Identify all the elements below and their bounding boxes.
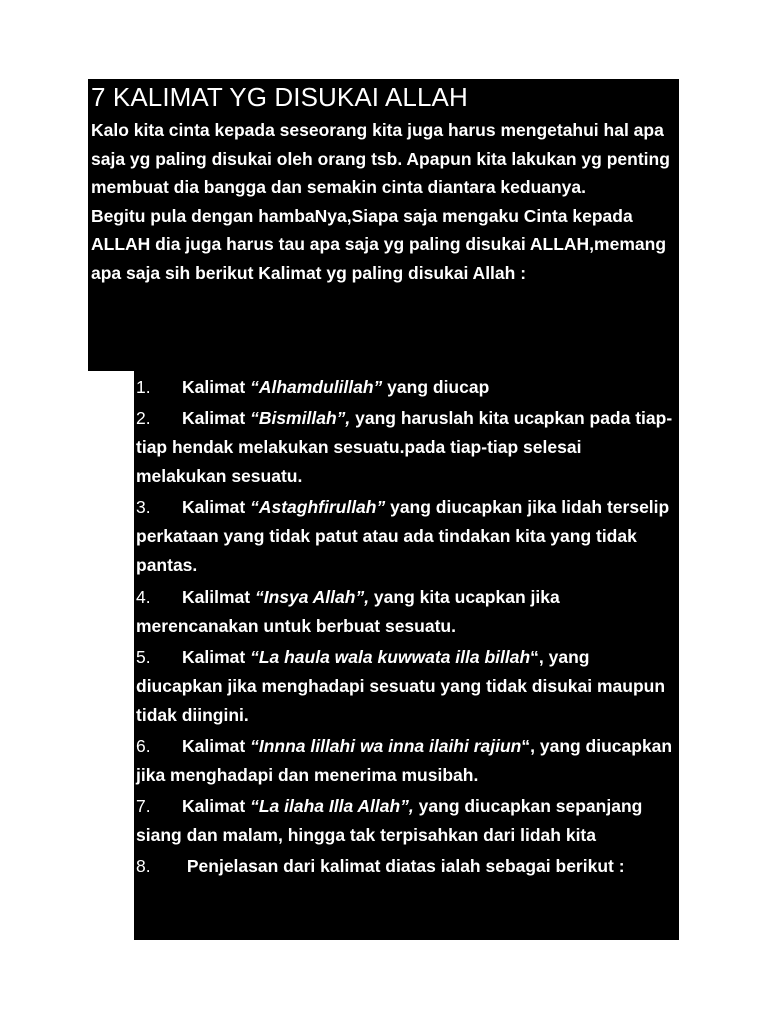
list-item-text: Kalimat <box>182 796 251 817</box>
list-item-text: Kalimat <box>182 377 251 397</box>
intro-paragraph-2: Begitu pula dengan hambaNya,Siapa saja mengaku Cinta kepada ALLAH dia juga harus tau apa saja yg paling disukai ALLAH,memang apa saja sih berikut Kalimat yg paling disukai Allah : <box>91 205 667 283</box>
list-number: 8. <box>136 856 151 877</box>
list-item <box>136 792 676 850</box>
list-item-text: Kalimat <box>182 408 251 429</box>
list-item-phrase: “Astaghfirullah” <box>250 497 386 518</box>
list-number: 6. <box>136 735 151 756</box>
list-number: 7. <box>136 796 151 817</box>
intro-paragraph-1: Kalo kita cinta kepada seseorang kita juga harus mengetahui hal apa saja yg paling disukai oleh orang tsb. Apapun kita lakukan yg penting membuat dia bangga dan semakin cinta diantara keduanya. <box>91 120 670 198</box>
list-number: 3. <box>136 497 151 518</box>
list-item-text: yang diucapkan jika lidah terselip perkataan yang tidak patut atau ada tindakan kita yang tidak pantas. <box>136 497 670 576</box>
kalimat-list <box>136 373 676 884</box>
list-item-text: Kalimat <box>182 497 251 518</box>
list-item-text: “, yang diucapkan jika menghadapi dan menerima musibah. <box>136 735 673 785</box>
list-item-text: yang diucap <box>382 377 490 397</box>
list-item <box>136 583 676 641</box>
list-number: 2. <box>136 408 151 429</box>
list-number: 4. <box>136 586 151 607</box>
list-item-phrase: “Innna lillahi wa inna ilaihi rajiun <box>250 735 522 756</box>
list-item <box>136 373 676 402</box>
list-item-text: yang haruslah kita ucapkan pada tiap-tiap hendak melakukan sesuatu.pada tiap-tiap selesai melakukan sesuatu. <box>136 408 673 487</box>
list-number: 5. <box>136 646 151 667</box>
list-item-text: yang kita ucapkan jika merencanakan untuk berbuat sesuatu. <box>136 586 560 636</box>
list-item <box>136 493 676 580</box>
intro-text <box>91 116 677 288</box>
list-item-phrase: “La ilaha Illa Allah”, <box>250 796 414 817</box>
list-item <box>136 404 676 491</box>
list-item-text: Kalimat <box>182 646 251 667</box>
list-item <box>136 852 676 881</box>
list-item-text: Kalilmat <box>182 586 255 607</box>
list-item <box>136 732 676 790</box>
list-item-text: Penjelasan dari kalimat diatas ialah sebagai berikut : <box>182 856 625 877</box>
list-item-phrase: “Insya Allah”, <box>254 586 370 607</box>
list-number: 1. <box>136 377 151 397</box>
list-item-text: yang diucapkan sepanjang siang dan malam, hingga tak terpisahkan dari lidah kita <box>136 796 643 846</box>
list-item-phrase: “La haula wala kuwwata illa billah <box>250 646 531 667</box>
list-item <box>136 643 676 730</box>
list-item-phrase: “Bismillah”, <box>250 408 351 429</box>
list-item-phrase: “Alhamdulillah” <box>250 377 383 397</box>
list-item-text: “, yang diucapkan jika menghadapi sesuatu yang tidak disukai maupun tidak diingini. <box>136 646 666 725</box>
page-title: 7 KALIMAT YG DISUKAI ALLAH <box>91 82 468 112</box>
list-item-text: Kalimat <box>182 735 251 756</box>
